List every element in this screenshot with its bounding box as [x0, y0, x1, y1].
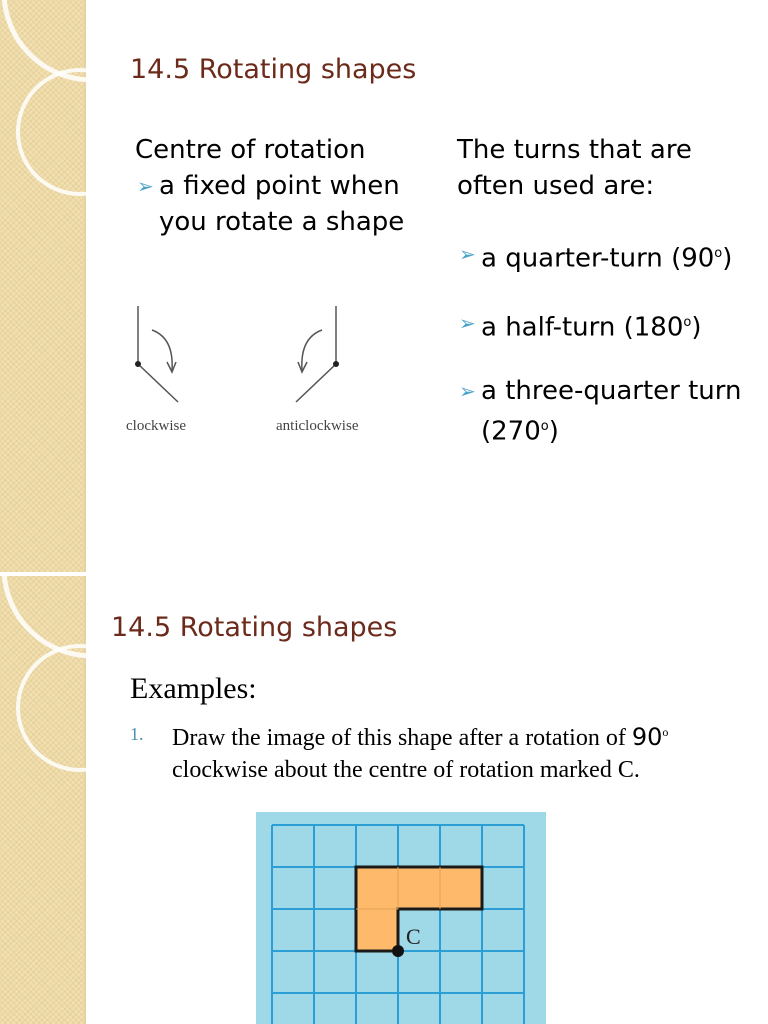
left-column	[135, 132, 429, 240]
anticlockwise-label: anticlockwise	[276, 418, 359, 434]
turn-item: ➢ a half-turn (180$^o$)	[457, 305, 741, 346]
arrow-bullet-icon: ➢	[137, 174, 154, 198]
decorative-circles	[0, 0, 130, 572]
slide-title: 14.5 Rotating shapes	[111, 612, 398, 643]
arrow-bullet-icon: ➢	[459, 242, 476, 266]
item-text: Draw the image of this shape after a rotation of 90$^o$ clockwise about the centre of rotation marked C.	[172, 723, 669, 783]
centre-point	[392, 945, 404, 957]
turn-item: ➢ a quarter-turn (90$^o$)	[457, 236, 741, 277]
arrow-bullet-icon: ➢	[459, 310, 476, 335]
examples-heading: Examples:	[130, 672, 257, 705]
slide-title: 14.5 Rotating shapes	[130, 54, 417, 85]
decorative-circles	[0, 576, 130, 1024]
turns-intro: The turns that are often used are:	[457, 135, 692, 201]
example-item	[130, 716, 750, 786]
turn-item: ➢ a three-quarter turn (270$^o$)	[457, 373, 751, 450]
bullet-text: a fixed point when you rotate a shape	[159, 171, 405, 237]
rotation-diagram	[118, 300, 388, 440]
clockwise-label: clockwise	[126, 418, 186, 434]
centre-heading: Centre of rotation	[135, 135, 366, 165]
arrow-bullet-icon: ➢	[459, 379, 476, 404]
centre-label: C	[406, 924, 421, 949]
slide-2	[0, 576, 768, 1024]
right-column	[457, 132, 751, 450]
bullet-fixed-point	[135, 168, 429, 240]
item-number: 1.	[130, 724, 144, 744]
rotation-grid	[256, 812, 546, 1024]
